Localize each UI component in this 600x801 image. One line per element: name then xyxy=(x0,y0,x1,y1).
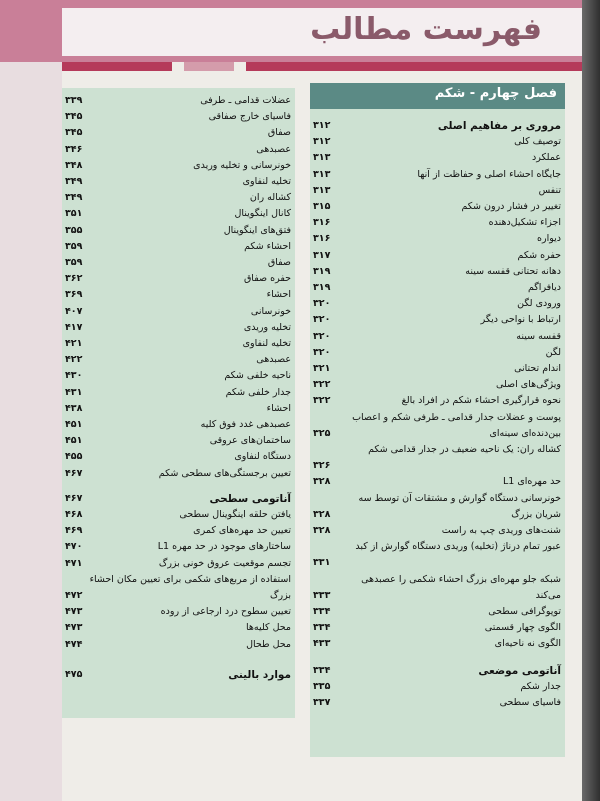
toc-entry-page: ۳۳۴ xyxy=(313,664,331,676)
toc-entry-title: می‌کند xyxy=(535,589,561,601)
toc-entry-page: ۴۳۸ xyxy=(65,402,83,414)
stripe xyxy=(246,62,582,71)
toc-entry-page: ۳۱۹ xyxy=(313,265,331,277)
toc-entry xyxy=(313,574,561,590)
toc-entry xyxy=(65,176,291,192)
toc-entry-page: ۳۳۱ xyxy=(313,557,331,569)
toc-entry-page: ۳۱۹ xyxy=(313,282,331,293)
toc-entry xyxy=(65,590,291,606)
toc-entry-title: عبور تمام درناژ (تخلیه) وریدی دستگاه گوارش از کبد xyxy=(355,541,561,553)
toc-entry-page: ۳۱۲ xyxy=(313,120,331,131)
toc-entry-page: ۳۱۲ xyxy=(313,136,331,148)
toc-entry-title: دستگاه لنفاوی xyxy=(234,451,291,463)
toc-entry-title: صفاق xyxy=(267,257,291,268)
page-title: فهرست مطالب xyxy=(310,12,542,47)
chapter-title: فصل چهارم - شکم xyxy=(434,86,557,101)
toc-entry-page: ۳۲۸ xyxy=(313,525,331,536)
toc-entry-title: لگن xyxy=(545,346,561,358)
toc-entry-page: ۳۶۲ xyxy=(65,273,83,285)
toc-entry-title: عصبدهی غدد فوق کلیه xyxy=(200,419,291,430)
toc-entry-title: آناتومی موضعی xyxy=(478,664,561,677)
toc-entry xyxy=(313,622,561,638)
toc-entry-page: ۴۷۳ xyxy=(65,622,83,634)
toc-entry xyxy=(313,395,561,411)
toc-entry-title: نحوه قرارگیری احشاء شکم در افراد بالغ xyxy=(401,395,561,407)
toc-entry xyxy=(313,250,561,266)
toc-entry-page: ۴۶۹ xyxy=(65,525,83,537)
toc-entry-title: یافتن حلقه اینگوینال سطحی xyxy=(179,509,291,520)
toc-entry-title: پوست و عضلات جدار قدامی ـ طرفی شکم و اعصاب xyxy=(352,411,561,423)
toc-entry xyxy=(65,192,291,208)
toc-entry-page: ۳۲۸ xyxy=(313,508,331,520)
toc-entry xyxy=(313,152,561,168)
toc-entry-title: محل کلیه‌ها xyxy=(246,622,291,634)
toc-entry xyxy=(65,622,291,638)
toc-entry-page: ۴۷۴ xyxy=(65,638,83,650)
toc-entry-title: توپوگرافی سطحی xyxy=(488,606,561,617)
toc-entry-title: جدار خلفی شکم xyxy=(225,386,291,398)
title-box xyxy=(62,8,582,56)
toc-entry-title: احشاء xyxy=(266,402,291,414)
toc-entry-title: عملکرد xyxy=(531,152,561,164)
toc-entry-title: آناتومی سطحی xyxy=(209,492,291,505)
toc-entry-title: الگوی چهار قسمتی xyxy=(484,622,561,634)
toc-entry xyxy=(313,590,561,606)
toc-entry-page: ۳۲۰ xyxy=(313,330,331,342)
toc-entry xyxy=(65,111,291,127)
toc-entry-page: ۳۱۶ xyxy=(313,233,331,245)
toc-entry-title: فاسیای خارج صفاقی xyxy=(208,111,291,123)
toc-entry-page: ۳۲۰ xyxy=(313,346,331,358)
toc-entry-title: تخلیه وریدی xyxy=(243,321,291,333)
toc-entry-page: ۳۴۹ xyxy=(65,176,83,187)
toc-entry xyxy=(313,379,561,395)
toc-entry xyxy=(65,509,291,525)
left-margin xyxy=(0,62,62,801)
toc-entry-title: احشاء xyxy=(266,289,291,301)
toc-entry-page: ۳۳۳ xyxy=(313,589,331,601)
toc-entry-page: ۳۲۲ xyxy=(313,395,331,407)
toc-entry-title: دیافراگم xyxy=(527,282,561,293)
toc-entry-title: محل طحال xyxy=(246,638,291,650)
toc-entry-title: حد مهره‌ای L1 xyxy=(502,476,561,488)
toc-entry-title: کشاله ران xyxy=(249,192,291,204)
toc-entry-page: ۳۵۱ xyxy=(65,208,83,220)
toc-entry xyxy=(313,266,561,282)
toc-entry xyxy=(65,541,291,557)
toc-entry-page: ۴۳۳ xyxy=(313,638,331,650)
toc-entry xyxy=(313,169,561,185)
toc-entry-page: ۳۲۵ xyxy=(313,427,331,439)
toc-entry-title: تعیین سطوح درد ارجاعی از روده xyxy=(160,606,291,618)
toc-entry-page: ۳۴۵ xyxy=(65,127,83,139)
toc-entry xyxy=(65,558,291,574)
toc-entry-title: تعیین حد مهره‌های کمری xyxy=(193,525,291,537)
toc-entry xyxy=(65,322,291,338)
toc-entry-page: ۳۳۷ xyxy=(313,697,331,708)
toc-entry-page: ۳۵۹ xyxy=(65,240,83,252)
toc-entry-title: ارتباط با نواحی دیگر xyxy=(480,314,561,326)
toc-entry xyxy=(313,136,561,152)
toc-entry-page: ۳۲۰ xyxy=(313,314,331,326)
toc-entry-page: ۴۷۳ xyxy=(65,606,83,618)
toc-entry-title: خونرسانی دستگاه گوارش و مشتقات آن توسط سه xyxy=(358,492,561,504)
toc-left-column xyxy=(62,88,295,718)
toc-entry-title: تغییر در فشار درون شکم xyxy=(461,201,561,212)
toc-entry-page: ۴۶۷ xyxy=(65,492,83,504)
toc-entry-page: ۴۷۵ xyxy=(65,668,83,680)
toc-right-column xyxy=(310,90,565,757)
toc-entry-page: ۳۱۳ xyxy=(313,184,331,196)
toc-entry-title: عصبدهی xyxy=(256,354,291,366)
toc-entry-page: ۳۲۸ xyxy=(313,476,331,488)
toc-entry-page: ۳۶۹ xyxy=(65,289,83,301)
toc-entry-title: شریان بزرگ xyxy=(511,508,561,520)
toc-entry-page: ۴۲۲ xyxy=(65,354,83,366)
toc-entry xyxy=(65,127,291,143)
toc-entry-page: ۴۰۷ xyxy=(65,305,83,317)
toc-entry-page: ۴۷۲ xyxy=(65,590,83,601)
toc-entry xyxy=(313,347,561,363)
toc-entry-title: تجسم موقعیت عروق خونی بزرگ xyxy=(158,557,291,569)
toc-entry-page: ۳۴۵ xyxy=(65,111,83,123)
toc-entry xyxy=(313,476,561,492)
toc-entry xyxy=(313,638,561,654)
toc-entry-page: ۴۵۵ xyxy=(65,451,83,463)
toc-entry-title: تنفس xyxy=(538,184,561,196)
toc-entry xyxy=(313,697,561,713)
toc-entry xyxy=(65,639,291,655)
toc-entry xyxy=(313,606,561,622)
toc-entry-page: ۳۱۶ xyxy=(313,217,331,229)
toc-entry xyxy=(65,493,291,509)
toc-entry-title: شبکه جلو مهره‌ای بزرگ احشاء شکمی را عصبدهی xyxy=(361,573,561,585)
toc-entry-page: ۳۵۵ xyxy=(65,224,83,236)
toc-entry-page: ۴۷۱ xyxy=(65,557,83,569)
toc-entry xyxy=(65,387,291,403)
toc-entry-title: قفسه سینه xyxy=(516,330,561,342)
toc-entry-page: ۳۱۳ xyxy=(313,168,331,180)
toc-entry-title: جدار شکم xyxy=(520,680,561,692)
toc-entry xyxy=(313,217,561,233)
toc-entry-title: مروری بر مفاهیم اصلی xyxy=(437,120,561,132)
toc-entry-title: ساختمان‌های عروقی xyxy=(209,435,291,447)
toc-entry-page: ۴۶۸ xyxy=(65,509,83,520)
toc-entry-title: استفاده از مربع‌های شکمی برای تعیین مکان احشاء xyxy=(89,573,291,585)
toc-entry xyxy=(65,95,291,111)
toc-entry-title: خونرسانی xyxy=(250,305,291,317)
toc-entry-page: ۴۱۷ xyxy=(65,321,83,333)
toc-entry xyxy=(313,681,561,697)
toc-entry xyxy=(65,208,291,224)
toc-entry-page: ۴۵۱ xyxy=(65,435,83,447)
toc-entry-title: جایگاه احشاء اصلی و حفاظت از آنها xyxy=(417,168,561,180)
toc-entry-page: ۳۴۶ xyxy=(65,143,83,155)
toc-entry-title: فاسیای سطحی xyxy=(499,697,561,708)
toc-entry xyxy=(313,525,561,541)
toc-entry-page: ۳۱۳ xyxy=(313,152,331,164)
book-spine xyxy=(582,0,600,801)
toc-entry xyxy=(313,444,561,460)
toc-entry-title: الگوی نه ناحیه‌ای xyxy=(494,638,561,650)
toc-entry-title: فتق‌های اینگوینال xyxy=(223,224,291,236)
toc-entry xyxy=(65,525,291,541)
toc-entry-title: ساختارهای موجود در حد مهره L1 xyxy=(157,541,291,553)
toc-entry xyxy=(65,289,291,305)
toc-entry-title: کانال اینگوینال xyxy=(234,208,291,220)
toc-entry xyxy=(313,185,561,201)
toc-entry-title: تخلیه لنفاوی xyxy=(242,176,291,187)
toc-entry-title: موارد بالینی xyxy=(228,668,291,681)
toc-entry xyxy=(65,144,291,160)
toc-entry-page: ۳۳۵ xyxy=(313,680,331,692)
toc-entry-title: ناحیه خلفی شکم xyxy=(224,370,291,382)
toc-entry xyxy=(313,665,561,681)
toc-entry-title: توصیف کلی xyxy=(514,136,561,148)
toc-entry xyxy=(65,338,291,354)
toc-entry xyxy=(65,160,291,176)
toc-entry-title: بین‌دنده‌ای سینه‌ای xyxy=(489,427,561,439)
toc-entry-page: ۳۳۹ xyxy=(65,95,83,106)
toc-entry-title: صفاق xyxy=(267,127,291,139)
toc-entry-page: ۳۳۴ xyxy=(313,606,331,617)
chapter-banner xyxy=(310,83,565,109)
toc-entry xyxy=(65,606,291,622)
toc-entry-page: ۳۲۲ xyxy=(313,379,331,391)
toc-entry-page: ۳۳۴ xyxy=(313,622,331,634)
toc-entry xyxy=(65,435,291,451)
toc-entry-title: دیواره xyxy=(537,233,561,245)
toc-entry-page: ۴۵۱ xyxy=(65,419,83,430)
toc-entry xyxy=(313,428,561,444)
toc-entry-title: اجزاء تشکیل‌دهنده xyxy=(488,217,561,229)
toc-entry xyxy=(313,493,561,509)
toc-entry-page: ۴۷۰ xyxy=(65,541,83,553)
toc-entry-title: احشاء شکم xyxy=(244,240,291,252)
toc-entry-title: اندام تحتانی xyxy=(514,363,561,374)
toc-entry-title: شنت‌های وریدی چپ به راست xyxy=(441,525,561,536)
toc-entry-title: ورودی لگن xyxy=(517,298,561,310)
toc-entry xyxy=(313,120,561,136)
toc-entry xyxy=(65,306,291,322)
toc-entry xyxy=(313,460,561,476)
toc-entry-title: تخلیه لنفاوی xyxy=(242,338,291,349)
toc-entry-page: ۳۵۹ xyxy=(65,257,83,268)
toc-entry xyxy=(65,403,291,419)
toc-entry-title: کشاله ران: یک ناحیه ضعیف در جدار قدامی شکم xyxy=(368,444,561,455)
toc-entry-page: ۳۱۵ xyxy=(313,201,331,212)
toc-entry xyxy=(313,557,561,573)
toc-entry xyxy=(65,451,291,467)
toc-entry xyxy=(65,669,291,685)
toc-entry-page: ۳۲۰ xyxy=(313,298,331,310)
toc-entry xyxy=(313,509,561,525)
toc-entry-title: عصبدهی xyxy=(256,143,291,155)
toc-entry-page: ۳۴۸ xyxy=(65,159,83,171)
toc-entry xyxy=(65,354,291,370)
toc-entry xyxy=(313,314,561,330)
toc-entry xyxy=(313,331,561,347)
toc-entry xyxy=(65,225,291,241)
toc-entry-page: ۴۶۷ xyxy=(65,467,83,479)
toc-entry xyxy=(313,412,561,428)
toc-entry-page: ۳۲۶ xyxy=(313,460,331,472)
toc-entry-title: ویژگی‌های اصلی xyxy=(495,379,561,391)
toc-entry-title: بزرگ xyxy=(270,590,291,601)
toc-entry-page: ۳۲۱ xyxy=(313,363,331,374)
toc-entry xyxy=(313,282,561,298)
toc-entry-title: عضلات قدامی ـ طرفی xyxy=(200,95,291,106)
toc-entry-title: خونرسانی و تخلیه وریدی xyxy=(193,159,291,171)
stripe xyxy=(184,62,234,71)
toc-entry xyxy=(65,273,291,289)
toc-entry xyxy=(65,241,291,257)
toc-entry xyxy=(65,370,291,386)
toc-entry-page: ۴۳۱ xyxy=(65,386,83,398)
toc-entry-page: ۴۳۰ xyxy=(65,370,83,382)
toc-entry-title: حفره شکم xyxy=(517,249,561,261)
toc-entry-title: تعیین برجستگی‌های سطحی شکم xyxy=(158,467,291,479)
toc-entry xyxy=(65,257,291,273)
toc-entry xyxy=(65,468,291,484)
stripe xyxy=(62,62,172,71)
toc-entry xyxy=(313,363,561,379)
toc-entry xyxy=(313,298,561,314)
decorative-stripes xyxy=(62,62,582,71)
toc-entry-page: ۴۲۱ xyxy=(65,338,83,349)
toc-entry-page: ۳۴۹ xyxy=(65,192,83,204)
toc-entry xyxy=(313,201,561,217)
toc-entry-title: دهانه تحتانی قفسه سینه xyxy=(465,265,561,277)
toc-entry xyxy=(65,574,291,590)
toc-entry-page: ۳۱۷ xyxy=(313,249,331,261)
toc-entry xyxy=(313,541,561,557)
toc-entry-title: حفره صفاق xyxy=(243,273,291,285)
toc-entry xyxy=(313,233,561,249)
toc-entry xyxy=(65,419,291,435)
